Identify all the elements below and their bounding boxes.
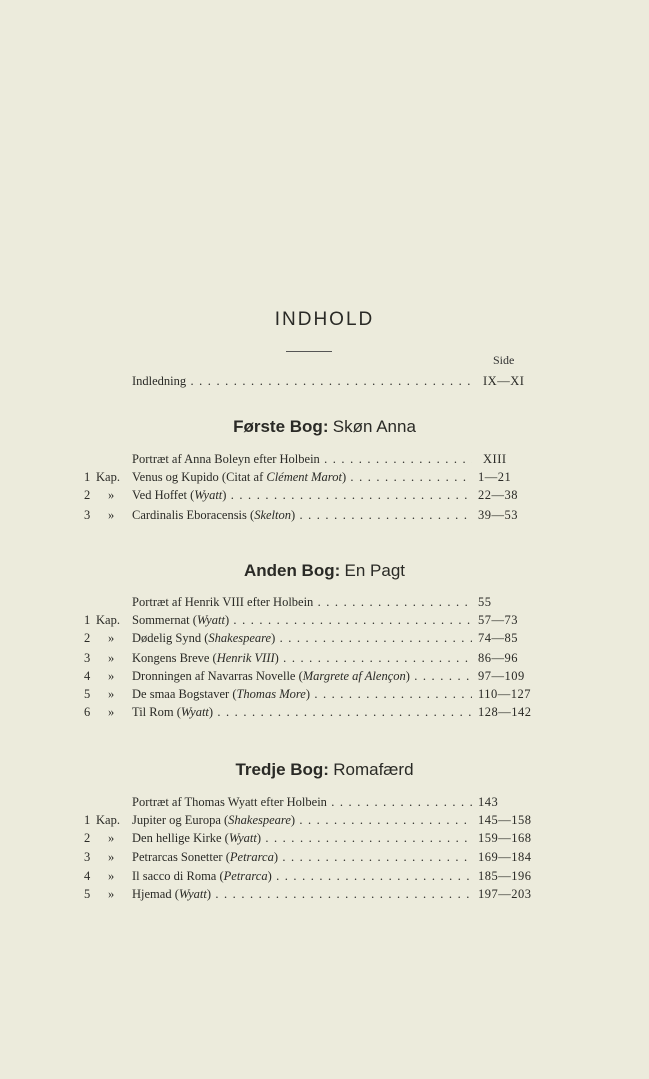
toc-entry <box>0 594 649 611</box>
chapter-label: » <box>108 831 115 845</box>
entry-title: Dronningen af Navarras Novelle (Margrete af Alençon) . . . <box>132 668 472 685</box>
book-heading <box>0 417 649 437</box>
entry-pages: 55 <box>478 595 492 609</box>
entry-pages: 97—109 <box>478 669 525 683</box>
entry-author: Wyatt <box>194 488 223 502</box>
entry-pages: 197—203 <box>478 887 532 901</box>
book-heading <box>0 760 649 780</box>
chapter-label: » <box>108 850 115 864</box>
chapter-number: 4 <box>84 669 91 683</box>
entry-title: Dødelig Synd (Shakespeare) . . . <box>132 630 472 647</box>
entry-pages: 159—168 <box>478 831 532 845</box>
book-heading <box>0 561 649 581</box>
toc-entry <box>0 451 649 468</box>
toc-entry <box>0 668 649 685</box>
entry-pages: 185—196 <box>478 869 532 883</box>
page-title: INDHOLD <box>274 309 375 330</box>
chapter-label: » <box>108 508 115 522</box>
toc-entry <box>0 507 649 524</box>
entry-pages: 74—85 <box>478 631 518 645</box>
toc-entry <box>0 849 649 866</box>
book-heading-label: Tredje Bog: <box>235 760 329 779</box>
entry-pages: 57—73 <box>478 613 518 627</box>
entry-title: De smaa Bogstaver (Thomas More) . . . <box>132 686 472 703</box>
entry-title: Portræt af Anna Boleyn efter Holbein . . . <box>132 451 472 468</box>
entry-pages: 86—96 <box>478 651 518 665</box>
side-label: Side <box>493 353 515 367</box>
chapter-number: 3 <box>84 508 91 522</box>
toc-entry <box>0 612 649 629</box>
entry-author: Clément Marot <box>266 470 342 484</box>
entry-author: Wyatt <box>178 887 207 901</box>
entry-pages: 128—142 <box>478 705 532 719</box>
chapter-label: Kap. <box>96 613 120 627</box>
chapter-label: Kap. <box>96 813 120 827</box>
entry-pages: 145—158 <box>478 813 532 827</box>
toc-entry <box>0 704 649 721</box>
toc-entry <box>0 830 649 847</box>
toc-entry <box>0 469 649 486</box>
chapter-number: 6 <box>84 705 91 719</box>
toc-entry <box>0 886 649 903</box>
chapter-number: 3 <box>84 651 91 665</box>
chapter-number: 2 <box>84 631 91 645</box>
entry-author: Petrarca <box>229 850 274 864</box>
entry-pages: IX—XI <box>483 374 525 388</box>
title-rule <box>286 351 332 352</box>
chapter-number: 3 <box>84 850 91 864</box>
entry-title: Portræt af Henrik VIII efter Holbein . . . <box>132 594 472 611</box>
toc-entry <box>0 794 649 811</box>
entry-pages: 39—53 <box>478 508 518 522</box>
entry-pages: 22—38 <box>478 488 518 502</box>
entry-author: Petrarca <box>223 869 268 883</box>
entry-title: Indledning . . . <box>132 373 472 390</box>
toc-entry <box>0 650 649 667</box>
entry-author: Margrete af Alençon <box>302 669 406 683</box>
chapter-label: » <box>108 869 115 883</box>
entry-pages: 143 <box>478 795 499 809</box>
entry-title: Venus og Kupido (Citat af Clément Marot) . . . <box>132 469 472 486</box>
entry-title: Sommernat (Wyatt) . . . <box>132 612 472 629</box>
chapter-label: » <box>108 631 115 645</box>
entry-title: Petrarcas Sonetter (Petrarca) . . . <box>132 849 472 866</box>
chapter-label: Kap. <box>96 470 120 484</box>
chapter-number: 4 <box>84 869 91 883</box>
entry-title: Jupiter og Europa (Shakespeare) . . . <box>132 812 472 829</box>
entry-author: Wyatt <box>196 613 225 627</box>
entry-author: Skelton <box>254 508 291 522</box>
chapter-number: 5 <box>84 687 91 701</box>
chapter-label: » <box>108 651 115 665</box>
entry-title: Cardinalis Eboracensis (Skelton) . . . <box>132 507 472 524</box>
chapter-number: 1 <box>84 813 91 827</box>
book-heading-label: Anden Bog: <box>243 561 341 580</box>
entry-pages: XIII <box>483 452 507 466</box>
toc-entry-intro <box>0 373 649 390</box>
toc-entry <box>0 868 649 885</box>
entry-pages: 110—127 <box>478 687 532 701</box>
entry-pages: 169—184 <box>478 850 532 864</box>
book-heading-title: En Pagt <box>344 561 406 580</box>
chapter-number: 1 <box>84 470 91 484</box>
book-heading-title: Romafærd <box>333 760 414 779</box>
entry-title: Portræt af Thomas Wyatt efter Holbein . . . <box>132 794 472 811</box>
entry-pages: 1—21 <box>478 470 512 484</box>
chapter-label: » <box>108 887 115 901</box>
book-heading-label: Første Bog: <box>233 417 329 436</box>
toc-entry <box>0 487 649 504</box>
entry-author: Wyatt <box>228 831 257 845</box>
chapter-number: 2 <box>84 488 91 502</box>
chapter-label: » <box>108 669 115 683</box>
entry-title: Il sacco di Roma (Petrarca) . . . <box>132 868 472 885</box>
entry-title: Til Rom (Wyatt) . . . <box>132 704 472 721</box>
entry-author: Thomas More <box>236 687 306 701</box>
entry-author: Henrik VIII <box>216 651 275 665</box>
entry-title: Ved Hoffet (Wyatt) . . . <box>132 487 472 504</box>
chapter-label: » <box>108 488 115 502</box>
chapter-number: 5 <box>84 887 91 901</box>
toc-entry <box>0 812 649 829</box>
chapter-number: 1 <box>84 613 91 627</box>
entry-author: Shakespeare <box>208 631 272 645</box>
entry-author: Shakespeare <box>228 813 291 827</box>
book-heading-title: Skøn Anna <box>332 417 416 436</box>
entry-title: Kongens Breve (Henrik VIII) . . . <box>132 650 472 667</box>
entry-title: Den hellige Kirke (Wyatt) . . . <box>132 830 472 847</box>
entry-author: Wyatt <box>180 705 209 719</box>
toc-entry <box>0 686 649 703</box>
chapter-label: » <box>108 687 115 701</box>
entry-title: Hjemad (Wyatt) . . . <box>132 886 472 903</box>
chapter-label: » <box>108 705 115 719</box>
toc-entry <box>0 630 649 647</box>
chapter-number: 2 <box>84 831 91 845</box>
